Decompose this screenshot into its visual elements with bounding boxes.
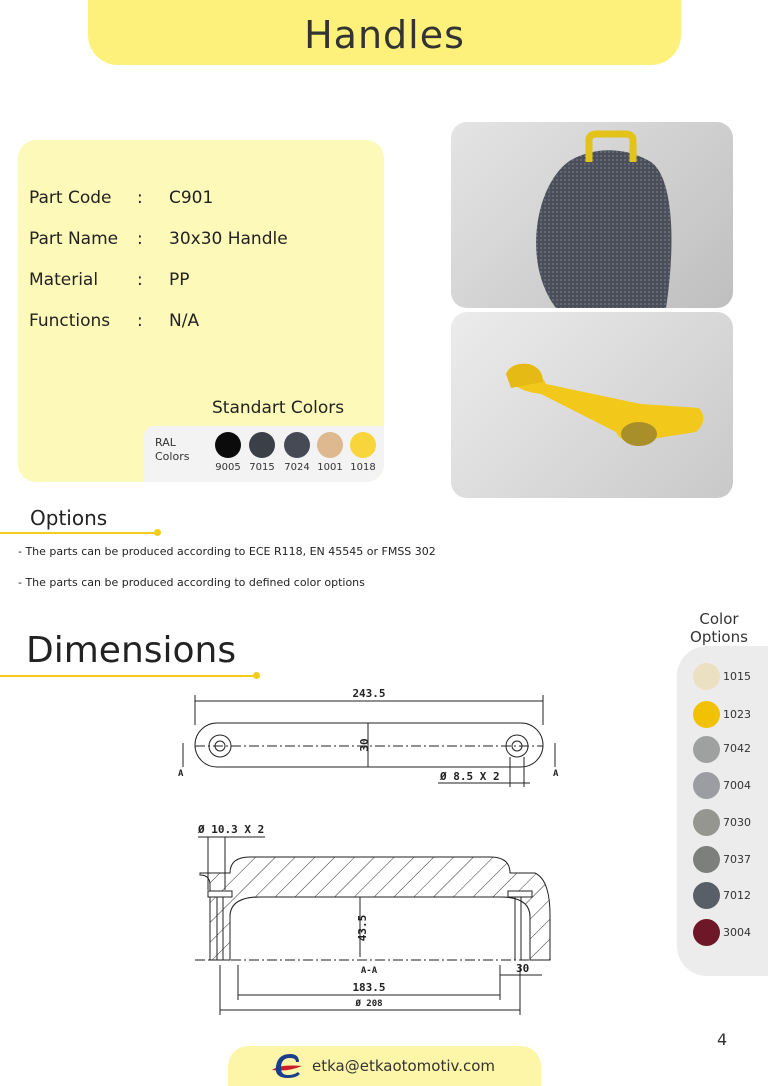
footer-email-link[interactable]: etka@etkaotomotiv.com [312, 1057, 496, 1075]
spec-label: Material [29, 270, 99, 290]
spec-label: Part Code [29, 188, 112, 208]
spec-separator: : [137, 311, 143, 331]
color-option-1015 [693, 663, 720, 690]
spec-value: C901 [169, 188, 214, 208]
seat-back-handle-image [451, 122, 733, 308]
dimensions-heading: Dimensions [26, 630, 237, 671]
swatch-1018 [350, 432, 376, 458]
spec-value: 30x30 Handle [169, 229, 288, 249]
ral-label-line1: RAL [155, 436, 176, 449]
dim-width-label: 30 [358, 738, 371, 752]
dim-side-label: 30 [516, 962, 530, 975]
swatch-code: 7024 [284, 462, 310, 473]
page-number: 4 [717, 1030, 728, 1049]
color-option-code: 7037 [723, 853, 751, 866]
spec-label: Part Name [29, 229, 119, 249]
standard-colors-title: Standart Colors [212, 398, 345, 418]
color-option-code: 1023 [723, 708, 751, 721]
page-title: Handles [304, 13, 465, 57]
swatch-code: 7015 [249, 462, 275, 473]
dim-outer-label: Ø 208 [355, 999, 383, 1009]
spec-value: N/A [169, 311, 200, 331]
footer [228, 1046, 541, 1086]
swatch-7024 [284, 432, 310, 458]
option-item: - The parts can be produced according to defined color options [18, 576, 365, 589]
color-option-7004 [693, 772, 720, 799]
color-option-7037 [693, 846, 720, 873]
spec-label: Functions [29, 311, 111, 331]
color-options-title [683, 610, 755, 646]
options-underline [0, 532, 158, 534]
color-option-code: 1015 [723, 670, 751, 683]
swatch-7015 [249, 432, 275, 458]
option-item: - The parts can be produced according to ECE R118, EN 45545 or FMSS 302 [18, 545, 436, 558]
color-option-7042 [693, 736, 720, 763]
section-mark-left: A [178, 769, 184, 779]
color-option-code: 7004 [723, 779, 751, 792]
spec-separator: : [137, 270, 143, 290]
color-option-7012 [693, 882, 720, 909]
etka-logo-icon [268, 1050, 306, 1082]
swatch-1001 [317, 432, 343, 458]
dim-height-label: 43.5 [356, 914, 369, 942]
color-options-title-line2: Options [690, 628, 748, 646]
options-underline-dot [154, 529, 161, 536]
color-option-code: 3004 [723, 926, 751, 939]
dimensions-underline [0, 675, 258, 677]
color-option-code: 7030 [723, 816, 751, 829]
ral-label [155, 436, 205, 464]
color-option-3004 [693, 919, 720, 946]
swatch-9005 [215, 432, 241, 458]
spec-separator: : [137, 229, 143, 249]
swatch-code: 1001 [317, 462, 343, 473]
product-photo-mounted [451, 122, 733, 308]
yellow-handle-image [451, 312, 733, 498]
technical-drawing [170, 685, 570, 1015]
options-heading: Options [30, 506, 108, 530]
dim-length-label: 243.5 [352, 687, 386, 700]
dimensions-underline-dot [253, 672, 260, 679]
dim-hole-label: Ø 8.5 X 2 [440, 770, 500, 783]
product-photo-handle [451, 312, 733, 498]
dim-hole2-label: Ø 10.3 X 2 [198, 823, 265, 836]
swatch-code: 9005 [215, 462, 241, 473]
swatch-code: 1018 [350, 462, 376, 473]
color-option-7030 [693, 809, 720, 836]
ral-color-strip [144, 426, 384, 482]
color-option-1023 [693, 701, 720, 728]
color-options-title-line1: Color [699, 610, 739, 628]
color-option-code: 7042 [723, 742, 751, 755]
color-options-panel [677, 646, 768, 976]
ral-label-line2: Colors [155, 450, 190, 463]
section-mark-right: A [553, 769, 559, 779]
spec-separator: : [137, 188, 143, 208]
color-option-code: 7012 [723, 889, 751, 902]
title-banner [88, 0, 681, 65]
section-label: A-A [360, 966, 378, 976]
spec-value: PP [169, 270, 190, 290]
dim-inner-label: 183.5 [352, 981, 386, 994]
